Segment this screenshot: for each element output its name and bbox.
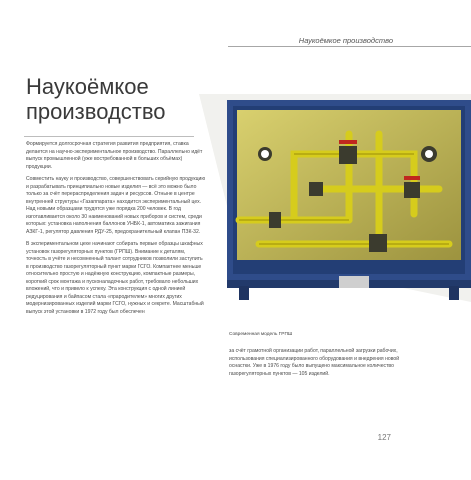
paragraph: за счёт грамотной организации работ, параллельной загрузки рабочих, использования специализированного оборудования и внедрения новой оснастки. Уже в 1976 году было выпущено максимальное количество газорегуляторных пунктов — 105 изделий. xyxy=(229,348,400,377)
figure-grpsh-cabinet xyxy=(199,94,471,302)
article-column-left xyxy=(26,141,206,321)
title-rule xyxy=(24,136,194,137)
header-rule xyxy=(228,46,471,47)
paragraph: Формируется долгосрочная стратегия развития предприятия, ставка делается на научно-экспериментальное производство. Параллельно идёт выпуск промышленной (уже востребованной в больших объёмах) продукции. xyxy=(26,141,203,170)
article-title: Наукоёмкое производство xyxy=(26,74,166,124)
page-number: 127 xyxy=(377,433,391,442)
running-header: Наукоёмкое производство xyxy=(298,36,393,45)
paragraph: Совместить науку и производство, совершенствовать серийную продукцию и разрабатывать принципиально новые изделия — всё это можно было только за счёт перераспределения задач и ресурсов. Отныне в центре внутренней структуры «Газаппарата» находится экспериментальный цех. Над новыми образцами трудятся уже порядка 200 человек. В год изготавливается около 30 наименований новых приборов и систем, среди которых: установка наполнения баллонов УНБК-1, автоматика зажигания АЗКГ-1, регулятор давления РДУ-25, предохранительный клапан ПЗК-32. xyxy=(26,176,206,235)
article-column-right xyxy=(229,348,419,383)
figure-caption: Современная модель ГРПШ xyxy=(229,332,293,337)
paragraph: В экспериментальном цехе начинают собирать первые образцы шкафных установок газорегуляторных пунктов (ГРПШ). Внимание к деталям, точность в учёте и несомненный талант сотрудников позволили заступить в производство газорегуляторный пункт марки ГСГО. Компактнее меньше относительно простую и надёжную конструкцию, компактные размеры, короткий срок монтажа и пусконаладочных работ, требовало небольших вложений, что и привело к успеху. Эта конструкция с одной линией редуцирования и байпасом стала «прародителем» многих других модернизированных изделий марки ГСГО, нужных и секрете. Масштабный выпуск этой установки в 1972 году был обеспечен xyxy=(26,241,204,315)
